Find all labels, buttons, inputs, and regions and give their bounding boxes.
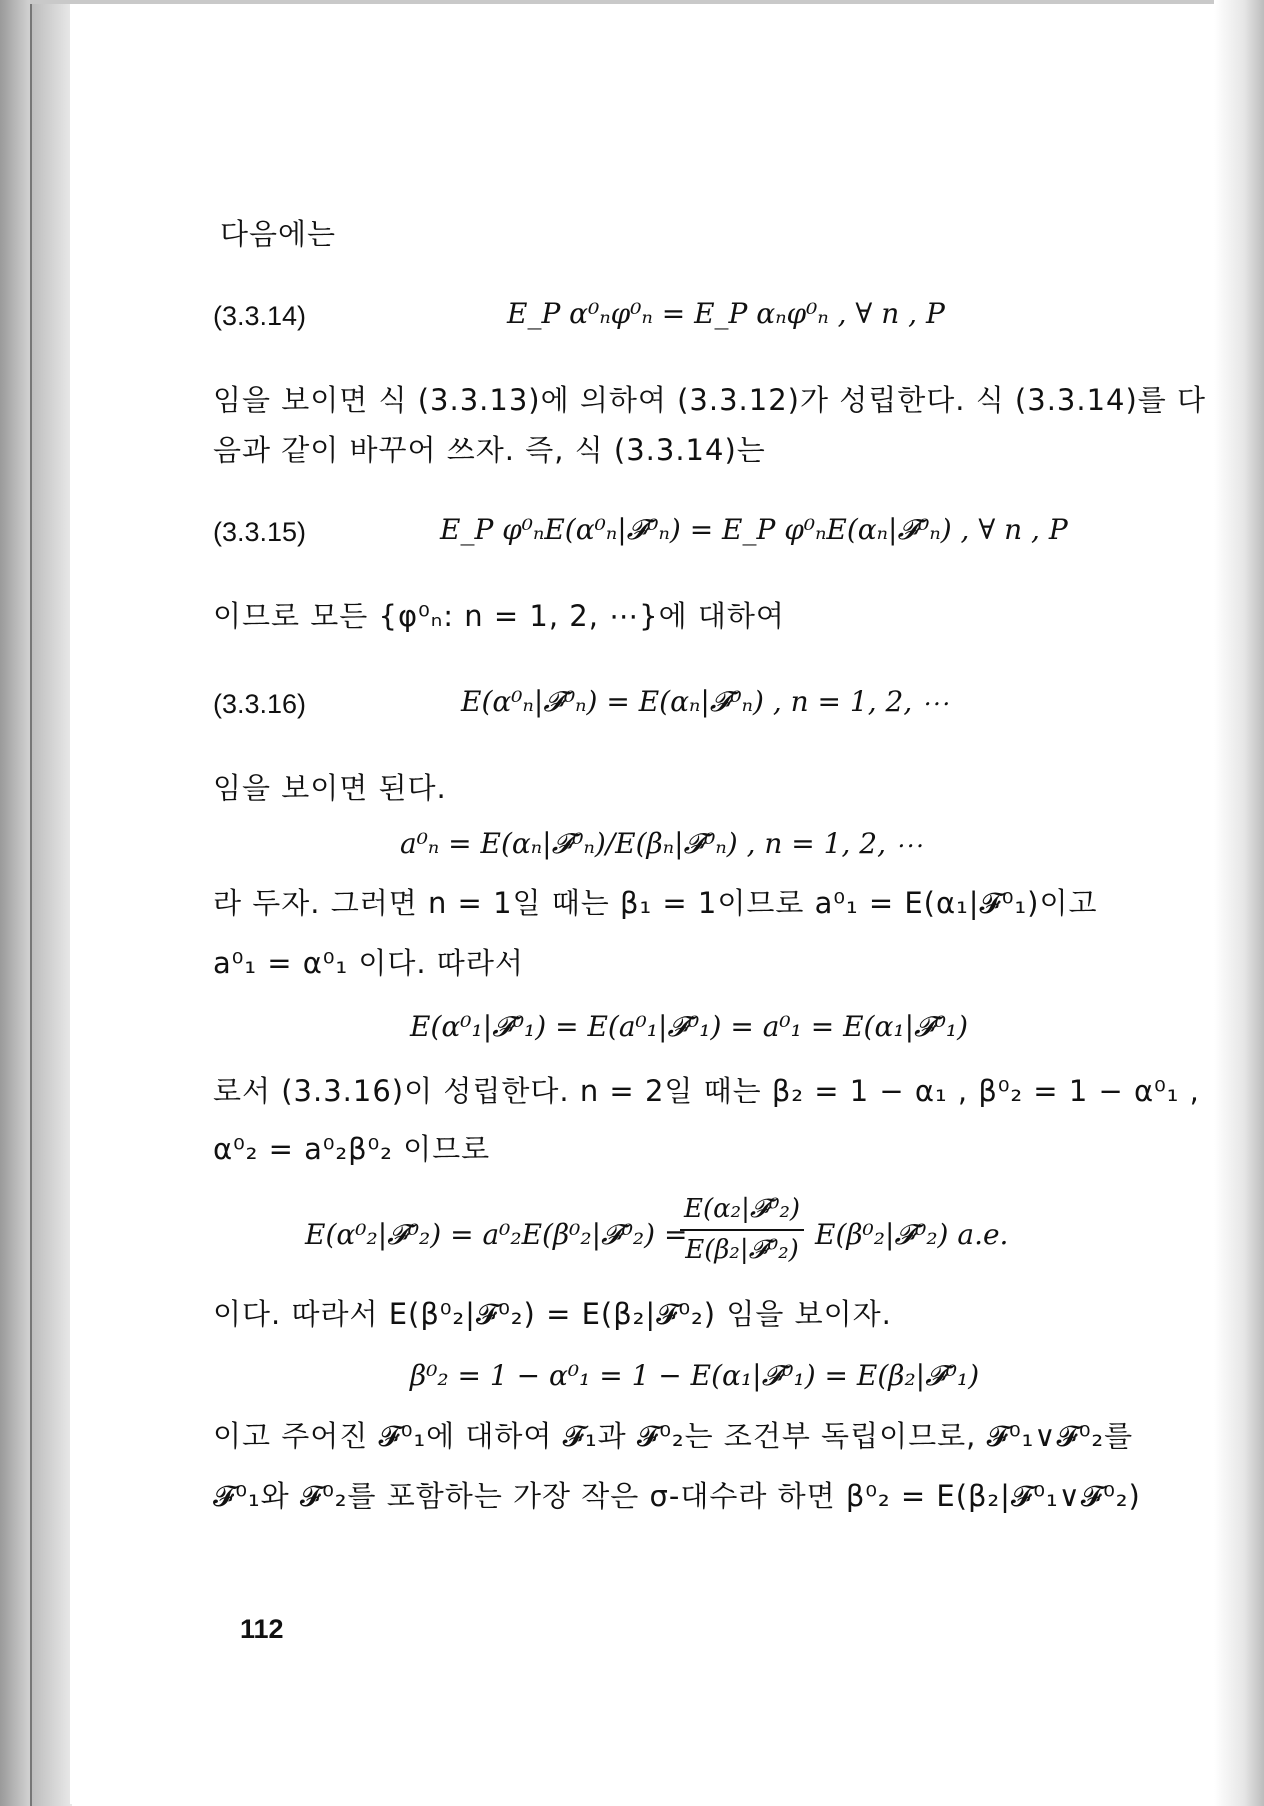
fraction-denominator: E(β₂|𝓕⁰₂) bbox=[685, 1235, 799, 1265]
text-line: a⁰₁ = α⁰₁ 이다. 따라서 bbox=[213, 946, 524, 980]
text-line: 임을 보이면 식 (3.3.13)에 의하여 (3.3.12)가 성립한다. 식 (3.3.14)를 다 bbox=[213, 383, 1207, 417]
equation-label: (3.3.15) bbox=[213, 517, 307, 547]
text-line: 이므로 모든 {φ⁰ₙ: n = 1, 2, ⋯}에 대하여 bbox=[213, 599, 785, 633]
fraction bbox=[680, 1194, 804, 1266]
text-line: 라 두자. 그러면 n = 1일 때는 β₁ = 1이므로 a⁰₁ = E(α₁|𝓕⁰₁)이고 bbox=[213, 886, 1098, 920]
equation-label: (3.3.14) bbox=[213, 301, 307, 331]
book-page bbox=[70, 4, 1214, 1804]
text-line: 이다. 따라서 E(β⁰₂|𝓕⁰₂) = E(β₂|𝓕⁰₂) 임을 보이자. bbox=[213, 1297, 892, 1331]
equation: E_P α⁰ₙφ⁰ₙ = E_P αₙφ⁰ₙ , ∀ n , P bbox=[507, 297, 945, 330]
equation: β⁰₂ = 1 − α⁰₁ = 1 − E(α₁|𝓕⁰₁) = E(β₂|𝓕⁰₁) bbox=[410, 1359, 980, 1392]
text-line: α⁰₂ = a⁰₂β⁰₂ 이므로 bbox=[213, 1132, 491, 1166]
text-line: 𝓕⁰₁와 𝓕⁰₂를 포함하는 가장 작은 σ-대수라 하면 β⁰₂ = E(β₂|𝓕⁰₁∨𝓕⁰₂) bbox=[213, 1479, 1141, 1513]
equation: E(β⁰₂|𝓕⁰₂) a.e. bbox=[815, 1218, 1009, 1251]
text-line: 이고 주어진 𝓕⁰₁에 대하여 𝓕₁과 𝓕⁰₂는 조건부 독립이므로, 𝓕⁰₁∨𝓕⁰₂를 bbox=[213, 1419, 1134, 1453]
text-line: 로서 (3.3.16)이 성립한다. n = 2일 때는 β₂ = 1 − α₁ , β⁰₂ = 1 − α⁰₁ , bbox=[213, 1074, 1200, 1108]
equation: E(α⁰₂|𝓕⁰₂) = a⁰₂E(β⁰₂|𝓕⁰₂) = bbox=[305, 1218, 688, 1251]
page-right-edge bbox=[1214, 0, 1264, 1806]
equation: E(α⁰₁|𝓕⁰₁) = E(a⁰₁|𝓕⁰₁) = a⁰₁ = E(α₁|𝓕⁰₁) bbox=[410, 1010, 969, 1043]
book-spine bbox=[30, 0, 72, 1806]
page-number: 112 bbox=[240, 1614, 284, 1644]
equation: E_P φ⁰ₙE(α⁰ₙ|𝓕⁰ₙ) = E_P φ⁰ₙE(αₙ|𝓕⁰ₙ) , ∀ n , P bbox=[440, 513, 1068, 546]
equation: E(α⁰ₙ|𝓕⁰ₙ) = E(αₙ|𝓕⁰ₙ) , n = 1, 2, ⋯ bbox=[461, 685, 950, 718]
text-line: 음과 같이 바꾸어 쓰자. 즉, 식 (3.3.14)는 bbox=[213, 433, 766, 467]
text-line: 임을 보이면 된다. bbox=[213, 771, 447, 805]
text-line: 다음에는 bbox=[220, 217, 337, 251]
equation-label: (3.3.16) bbox=[213, 689, 307, 719]
fraction-numerator: E(α₂|𝓕⁰₂) bbox=[680, 1194, 804, 1231]
equation: a⁰ₙ = E(αₙ|𝓕⁰ₙ)/E(βₙ|𝓕⁰ₙ) , n = 1, 2, ⋯ bbox=[400, 827, 923, 860]
